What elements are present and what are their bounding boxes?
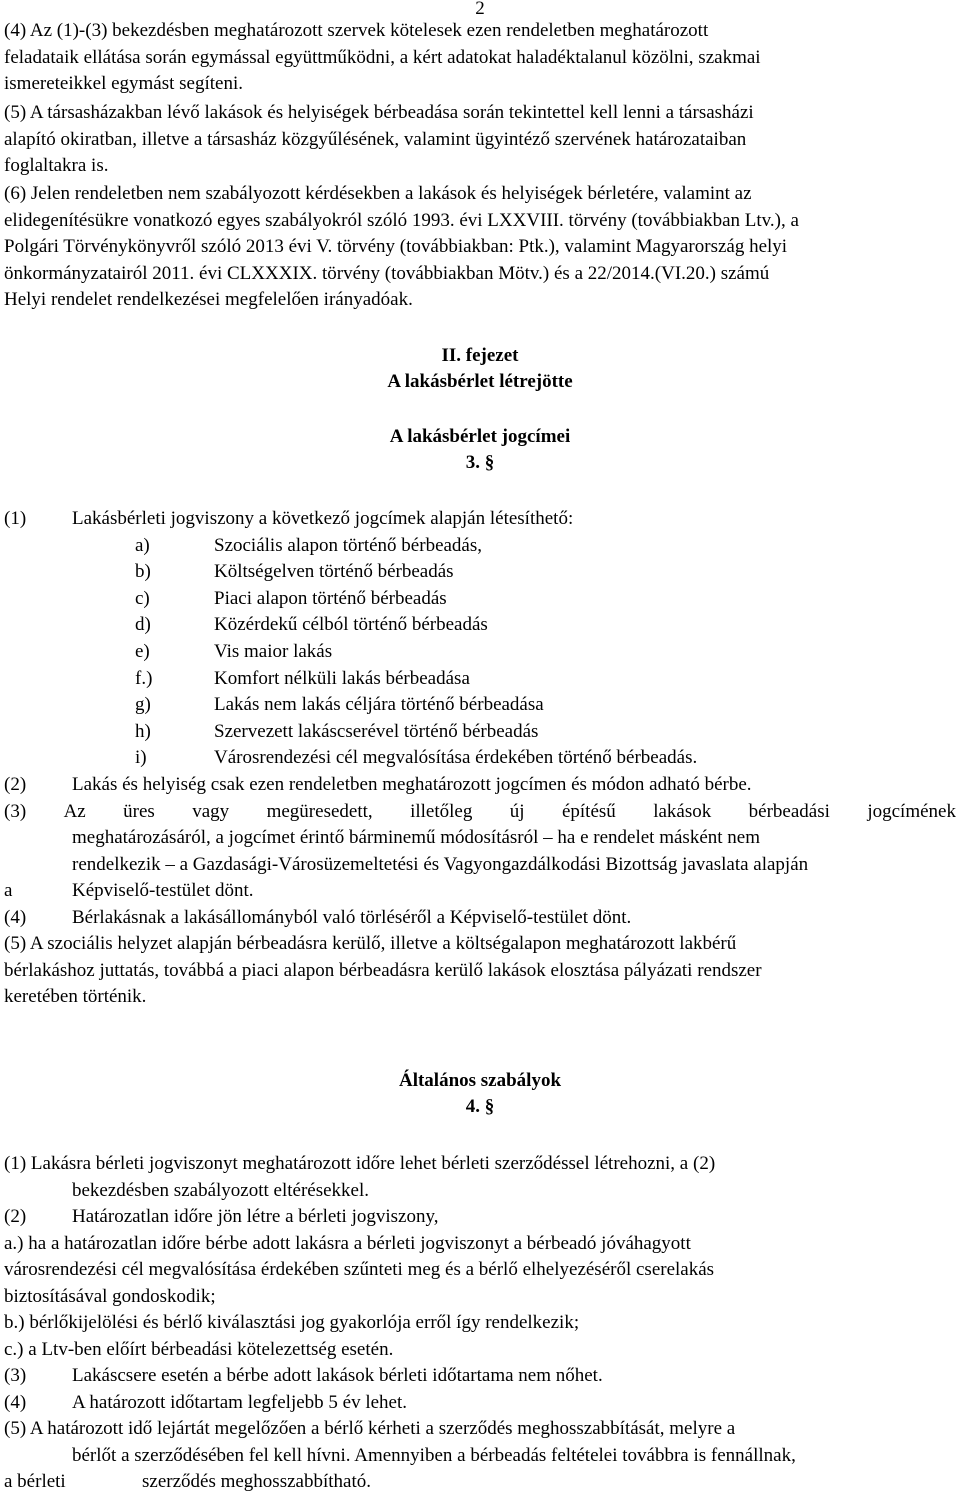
list-item <box>4 639 956 666</box>
paragraph-6-top <box>4 181 956 314</box>
list-item-label: i) <box>135 747 147 769</box>
point-a-line-1: a.) ha a határozatlan időre bérbe adott lakásra a bérleti jogviszonyt a bérbeadó jóváhagyott <box>4 1232 691 1254</box>
subchapter-title: A lakásbérlet jogcímei <box>389 426 571 447</box>
paragraph-5-line-2: bérlakáshoz juttatás, továbbá a piaci alapon bérbeadásra kerülő lakások elosztása pályázati rendszer <box>4 959 762 981</box>
point-c: c.) a Ltv-ben előírt bérbeadási kötelezettség esetén. <box>4 1338 394 1360</box>
list-item <box>4 586 956 613</box>
subchapter-heading <box>4 424 956 476</box>
list-item <box>4 559 956 586</box>
paragraph-5-line-2: bérlőt a szerződésében fel kell hívni. Amennyiben a bérbeadás feltételei továbbra is fennállnak, <box>72 1444 796 1466</box>
paragraph-4: (4) Bérlakásnak a lakásállományból való törléséről a Képviselő-testület dönt. <box>4 906 632 928</box>
section-4-number: 4. § <box>465 1096 495 1117</box>
text-line: Polgári Törvénykönyvről szóló 2013 évi V. törvény (továbbiakban: Ptk.), valamint Magyarország helyi <box>4 236 788 257</box>
word: új <box>509 800 525 822</box>
text-line: (4) Az (1)-(3) bekezdésben meghatározott szervek kötelesek ezen rendeletben meghatározott <box>4 20 709 41</box>
list-item-label: g) <box>135 694 151 716</box>
word: bérbeadási <box>748 800 830 822</box>
paragraph-4-top <box>4 18 956 98</box>
list-item-text: Közérdekű célból történő bérbeadás <box>214 614 488 636</box>
chapter-heading <box>4 343 956 395</box>
word: vagy <box>192 800 230 822</box>
paragraph-5-line-3: keretében történik. <box>4 986 147 1008</box>
point-a-line-3: biztosításával gondoskodik; <box>4 1285 216 1307</box>
paragraph-1-line-1: (1) Lakásra bérleti jogviszonyt meghatározott időre lehet bérleti szerződéssel létrehozni, a (2) <box>4 1153 716 1174</box>
text-line: Helyi rendelet rendelkezései megfelelően irányadóak. <box>4 289 413 310</box>
word: jogcímének <box>867 800 956 822</box>
section-4 <box>4 1151 956 1496</box>
point-b: b.) bérlőkijelölési és bérlő kiválasztási jog gyakorlója erről így rendelkezik; <box>4 1312 580 1334</box>
paragraph-5-line-1: (5) A határozott idő lejártát megelőzően a bérlő kérheti a szerződés meghosszabbítását, melyre a <box>4 1418 736 1440</box>
text-line: (6) Jelen rendeletben nem szabályozott kérdésekben a lakások és helyiségek bérletére, valamint az <box>4 183 752 204</box>
word: megüresedett, <box>266 800 373 822</box>
paragraph-1-line-2: bekezdésben szabályozott eltérésekkel. <box>72 1179 369 1201</box>
paragraph-4: (4) A határozott időtartam legfeljebb 5 év lehet. <box>4 1391 408 1413</box>
word: lakások <box>653 800 712 822</box>
paragraph-3-line-1 <box>4 799 956 826</box>
list-item <box>4 612 956 639</box>
list-item <box>4 745 956 772</box>
general-rules-title: Általános szabályok <box>398 1070 562 1091</box>
word: üres <box>123 800 155 822</box>
text-line: (5) A társasházakban lévő lakások és helyiségek bérbeadása során tekintettel kell lenni a társasházi <box>4 102 754 123</box>
list-item <box>4 719 956 746</box>
text-line: elidegenítésükre vonatkozó egyes szabályokról szóló 1993. évi LXXVIII. törvény (továbbiakban Ltv.), a <box>4 209 799 231</box>
word: Az <box>63 800 86 822</box>
list-item-label: b) <box>135 561 151 583</box>
chapter-title: A lakásbérlet létrejötte <box>387 371 573 392</box>
text-line: foglaltakra is. <box>4 155 109 176</box>
paragraph-2: (2) Határozatlan időre jön létre a bérleti jogviszony, <box>4 1206 439 1227</box>
paragraph-3-line-3: rendelkezik – a Gazdasági-Városüzemeltetési és Vagyongazdálkodási Bizottság javaslata alapján <box>72 853 809 875</box>
list-item-text: Szociális alapon történő bérbeadás, <box>214 534 483 556</box>
word: építésű <box>561 800 616 822</box>
paragraph-3-line-4: a Képviselő-testület dönt. <box>4 880 254 902</box>
list-item-text: Lakás nem lakás céljára történő bérbeadása <box>214 694 544 716</box>
list-item-label: h) <box>135 720 151 742</box>
list-item-label: f.) <box>135 667 153 689</box>
list-item <box>4 666 956 693</box>
paragraph-3-line-2: meghatározásáról, a jogcímet érintő bárminemű módosításról – ha e rendelet másként nem <box>72 827 760 849</box>
word: illetőleg <box>410 800 473 822</box>
list-item-text: Vis maior lakás <box>214 640 333 662</box>
paragraph-5-top <box>4 100 956 180</box>
general-rules-heading <box>4 1068 956 1120</box>
legal-title-list <box>4 533 956 772</box>
chapter-number: II. fejezet <box>441 345 519 366</box>
text-line: alapító okiratban, illetve a társasház közgyűlésének, valamint ügyintéző szervének határozataiban <box>4 128 747 150</box>
paragraph-3: (3) Lakáscsere esetén a bérbe adott lakások bérleti időtartama nem nőhet. <box>4 1365 603 1387</box>
text-line: ismereteikkel egymást segíteni. <box>4 73 244 94</box>
page-number: 2 <box>475 0 485 19</box>
text-line: feladataik ellátása során egymással együttműködni, a kért adatokat haladéktalanul közölni, szakmai <box>4 46 761 68</box>
point-a-line-2: városrendezési cél megvalósítása érdekében szűnteti meg és a bérlő elhelyezéséről cserelakás <box>4 1259 715 1281</box>
list-item-label: a) <box>135 534 150 556</box>
list-item-text: Városrendezési cél megvalósítása érdekében történő bérbeadás. <box>214 747 698 769</box>
list-item-text: Szervezett lakáscserével történő bérbeadás <box>214 720 539 742</box>
section-number: 3. § <box>465 452 495 473</box>
word: (3) <box>4 800 27 822</box>
list-item <box>4 692 956 719</box>
paragraph-5-line-1: (5) A szociális helyzet alapján bérbeadásra kerülő, illetve a költségalapon meghatározott lakbérű <box>4 933 737 955</box>
paragraph-2: (2) Lakás és helyiség csak ezen rendeletben meghatározott jogcímen és módon adható bérbe. <box>4 773 752 795</box>
paragraph-1: (1) Lakásbérleti jogviszony a következő jogcímek alapján létesíthető: <box>4 508 574 529</box>
list-item <box>4 533 956 560</box>
list-item-label: c) <box>135 587 150 609</box>
paragraph-5-line-3: a bérleti szerződés meghosszabbítható. <box>4 1471 371 1493</box>
list-item-label: d) <box>135 614 151 636</box>
section-3 <box>4 506 956 1011</box>
document-page <box>4 0 956 1499</box>
list-item-text: Piaci alapon történő bérbeadás <box>214 587 447 609</box>
list-item-text: Költségelven történő bérbeadás <box>214 561 454 583</box>
text-line: önkormányzatairól 2011. évi CLXXXIX. törvény (továbbiakban Mötv.) és a 22/2014.(VI.20.) számú <box>4 262 770 284</box>
list-item-text: Komfort nélküli lakás bérbeadása <box>214 667 470 689</box>
list-item-label: e) <box>135 640 150 662</box>
